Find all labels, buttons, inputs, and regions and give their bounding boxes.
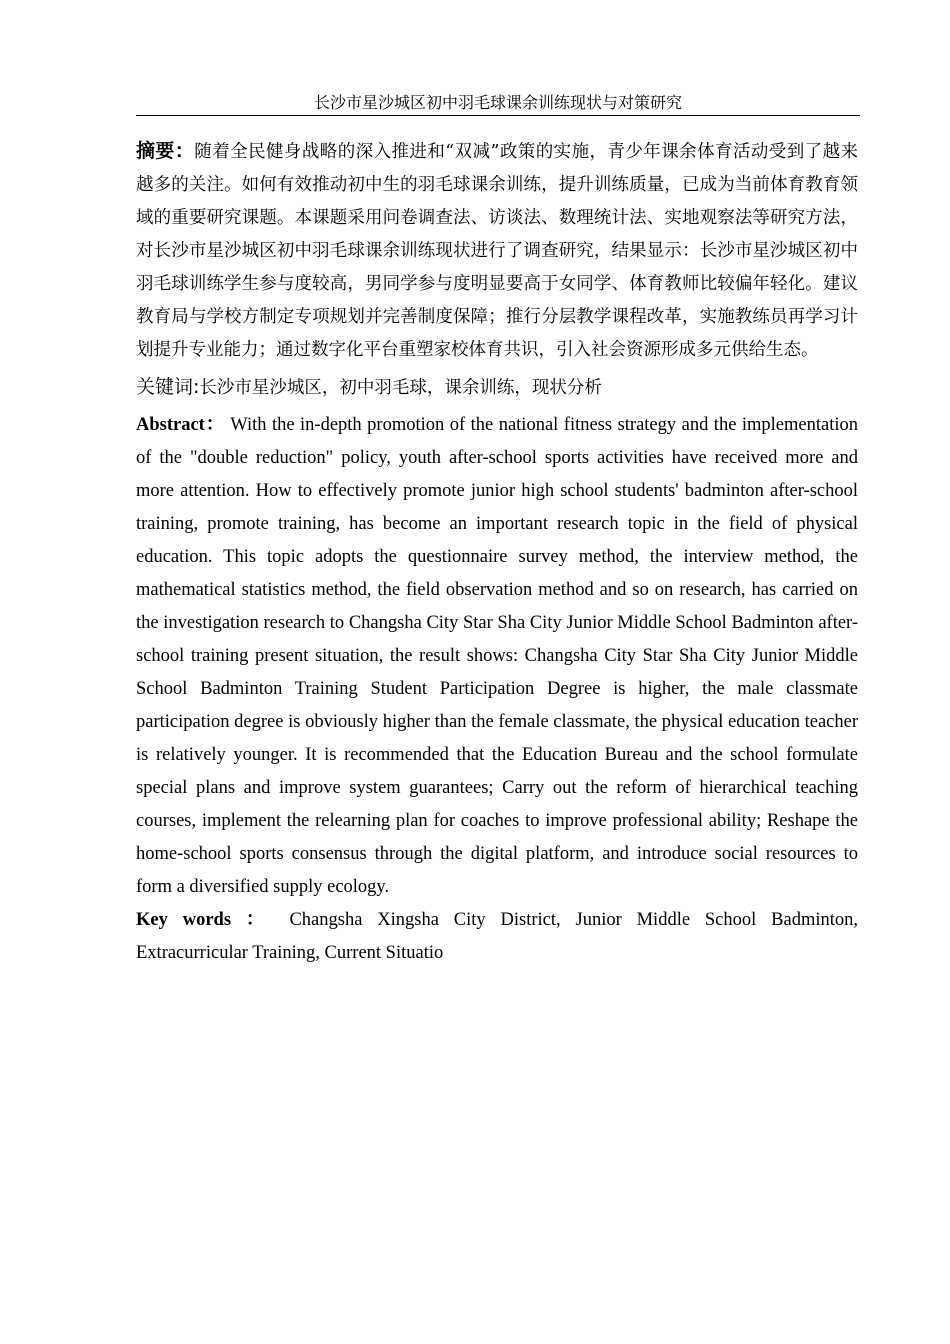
english-abstract-label: Abstract： <box>136 415 226 435</box>
english-keywords-label: Key words ： <box>136 910 275 930</box>
english-keywords-text: Changsha Xingsha City District, Junior Middle School Badminton, Extracurricular Training, Current Situatio <box>136 910 858 963</box>
english-abstract <box>136 409 858 904</box>
english-keywords <box>136 904 858 970</box>
paper-title: 长沙市星沙城区初中羽毛球课余训练现状与对策研究 <box>313 93 682 112</box>
english-abstract-text: With the in-depth promotion of the national fitness strategy and the implementation of the "double reduction" policy, youth after-school sports activities have received more and more attention. How to effectively promote junior high school students' badminton after-school training, promote training, has become an important research topic in the field of physical education. This topic adopts the questionnaire survey method, the interview method, the mathematical statistics method, the field observation method and so on research, has carried on the investigation research to Changsha City Star Sha City Junior Middle School Badminton after-school training present situation, the result shows: Changsha City Star Sha City Junior Middle School Badminton Training Student Participation Degree is higher, the male classmate participation degree is obviously higher than the female classmate, the physical education teacher is relatively younger. It is recommended that the Education Bureau and the school formulate special plans and improve system guarantees; Carry out the reform of hierarchical teaching courses, implement the relearning plan for coaches to improve professional ability; Reshape the home-school sports consensus through the digital platform, and introduce social resources to form a diversified supply ecology. <box>136 415 858 897</box>
abstract-section <box>136 135 858 970</box>
chinese-keywords <box>136 372 858 403</box>
chinese-abstract-label: 摘要： <box>136 140 195 162</box>
chinese-abstract-text: 随着全民健身战略的深入推进和“双减”政策的实施，青少年课余体育活动受到了越来越多的关注。如何有效推动初中生的羽毛球课余训练，提升训练质量，已成为当前体育教育领域的重要研究课题。本课题采用问卷调查法、访谈法、数理统计法、实地观察法等研究方法，对长沙市星沙城区初中羽毛球课余训练现状进行了调查研究，结果显示：长沙市星沙城区初中羽毛球训练学生参与度较高，男同学参与度明显要高于女同学、体育教师比较偏年轻化。建议教育局与学校方制定专项规划并完善制度保障；推行分层教学课程改革，实施教练员再学习计划提升专业能力；通过数字化平台重塑家校体育共识，引入社会资源形成多元供给生态。 <box>136 142 858 360</box>
chinese-abstract <box>136 135 858 367</box>
page-header <box>136 91 860 116</box>
chinese-keywords-text: 长沙市星沙城区，初中羽毛球，课余训练，现状分析 <box>199 378 602 398</box>
chinese-keywords-label: 关键词: <box>136 376 200 398</box>
